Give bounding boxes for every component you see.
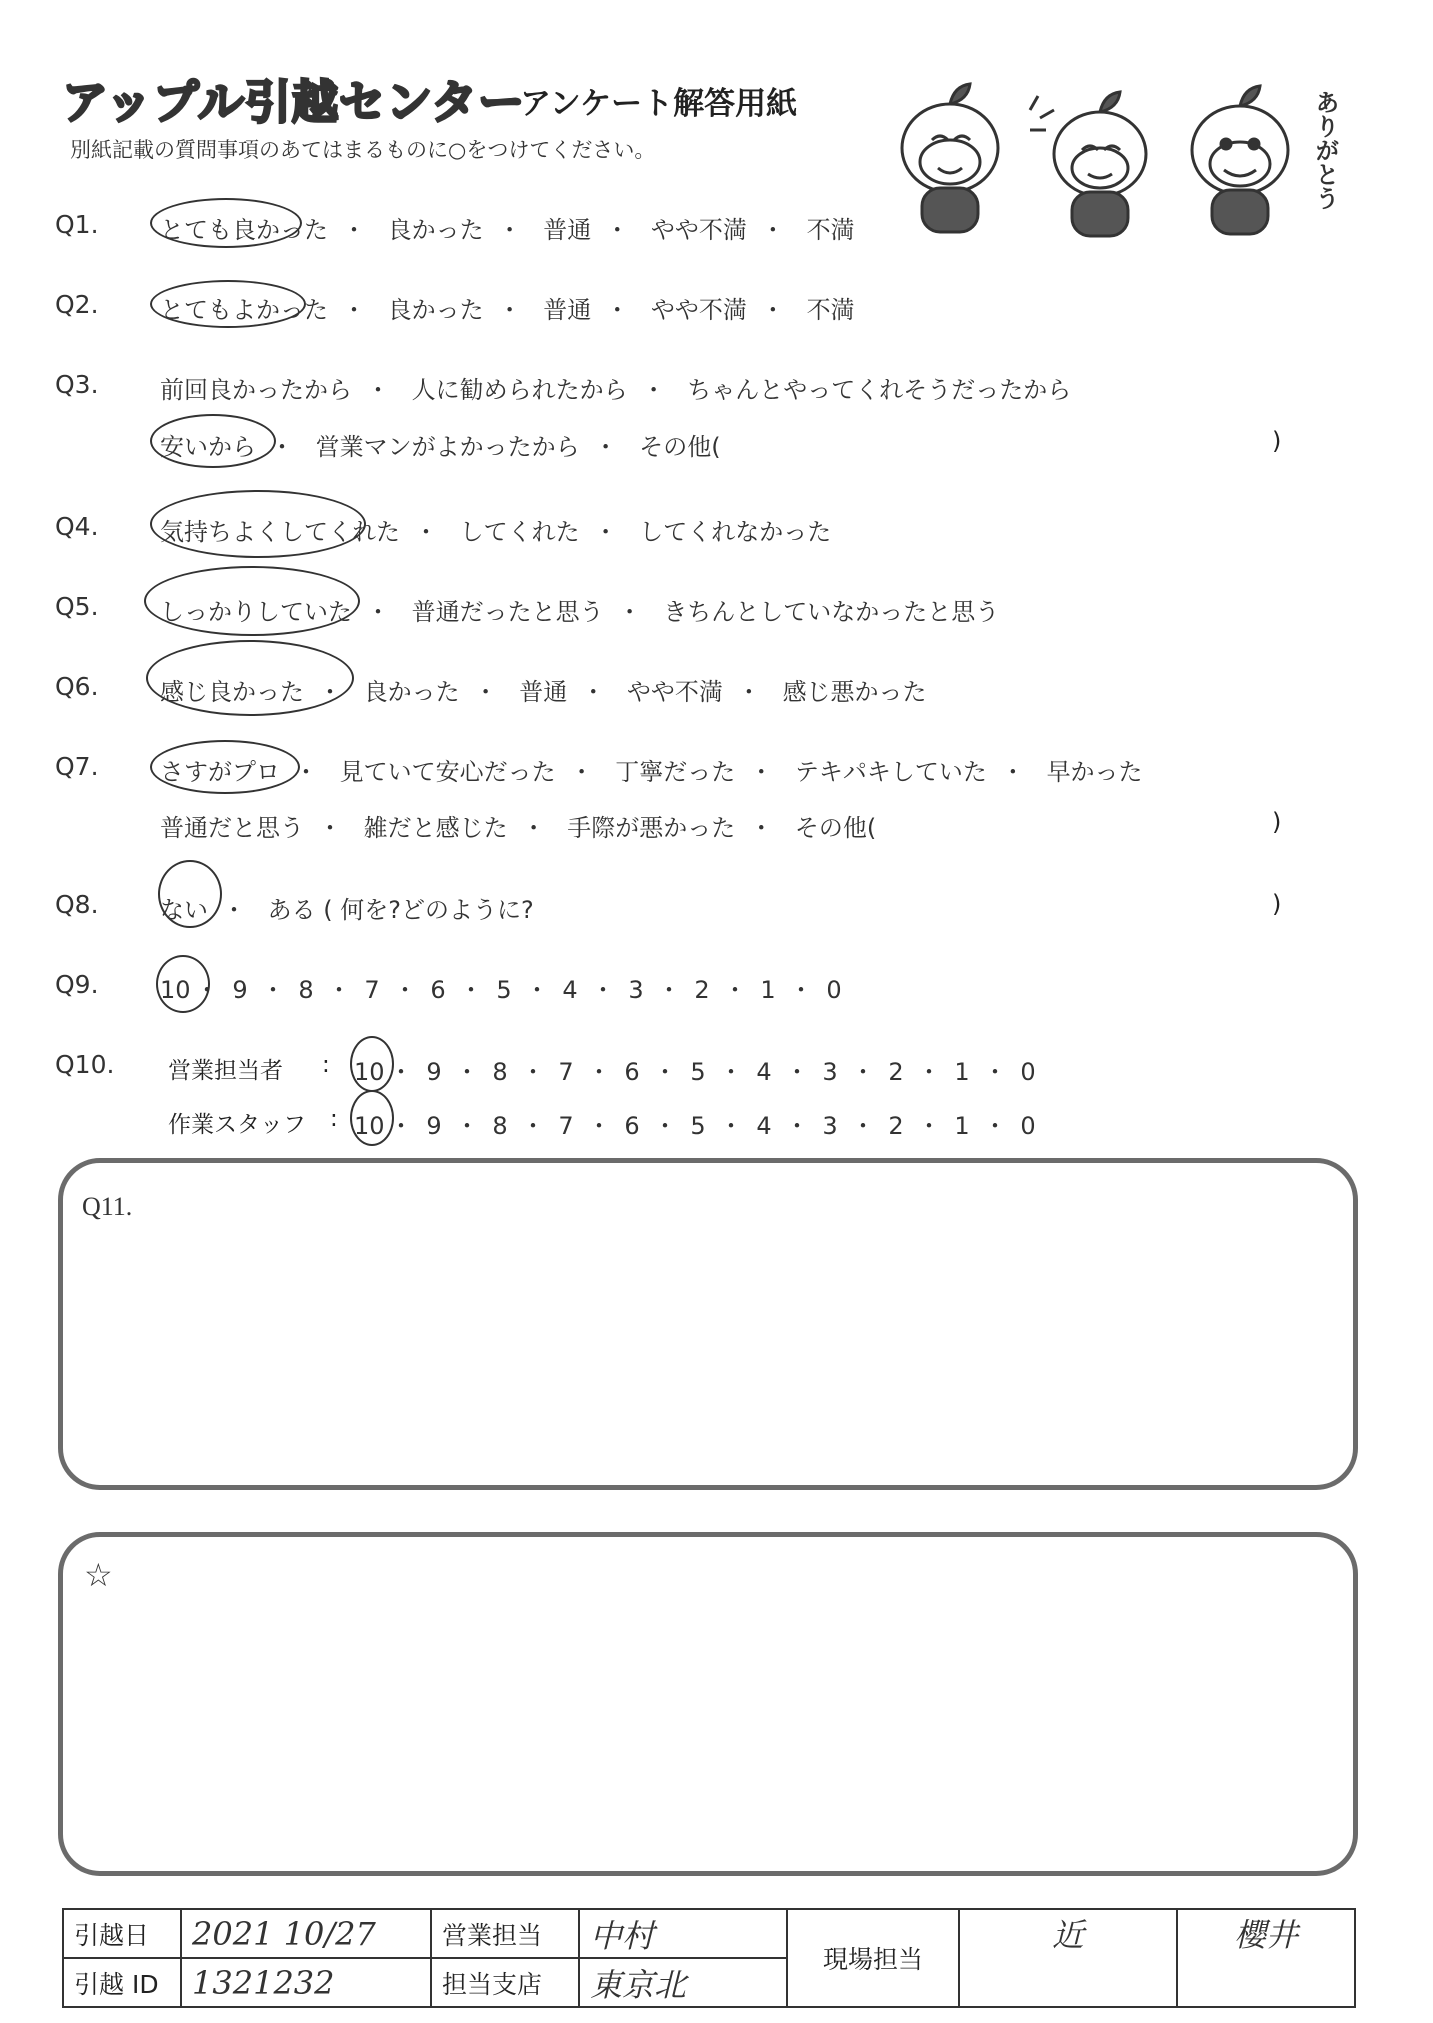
q7-option-3[interactable]: 丁寧だった <box>615 758 736 786</box>
site-value-2[interactable]: 櫻井 <box>1177 1909 1355 2007</box>
move-id-value[interactable]: 1321232 <box>181 1958 431 2007</box>
q4-options: 気持ちよくしてくれた ・ してくれた ・ してくれなかった <box>160 512 831 547</box>
q1-option-1[interactable]: とても良かった <box>160 216 328 244</box>
q10-sales-value-9[interactable]: 9 <box>426 1058 442 1086</box>
q10-sales-separator: ・ <box>455 1058 479 1086</box>
q3-selection-circle <box>150 414 276 468</box>
q4-selection-circle <box>150 490 366 558</box>
q10-sales-value-1[interactable]: 1 <box>954 1058 970 1086</box>
q10-staff-separator: ・ <box>719 1112 743 1140</box>
q10-staff-separator: ・ <box>521 1112 545 1140</box>
q7-option-4[interactable]: テキパキしていた <box>794 758 987 786</box>
mascot-thanks-text: ありがとう <box>1311 90 1339 210</box>
q7-option-2[interactable]: 見ていて安心だった <box>339 758 556 786</box>
q4-number: Q4. <box>55 512 99 541</box>
q9-separator: ・ <box>195 976 219 1004</box>
q10-sales-separator: ・ <box>785 1058 809 1086</box>
q3-option-3[interactable]: ちゃんとやってくれそうだったから <box>687 376 1072 404</box>
q7-option-9[interactable]: その他( <box>794 814 877 842</box>
q3-close-paren: ) <box>1272 427 1282 455</box>
move-date-label: 引越日 <box>63 1909 181 1958</box>
q6-number: Q6. <box>55 672 99 701</box>
q2-option-5[interactable]: 不満 <box>806 296 855 324</box>
q5-option-2[interactable]: 普通だったと思う <box>411 598 604 626</box>
q7-options-line1: さすがプロ ・ 見ていて安心だった ・ 丁寧だった ・ テキパキしていた ・ 早かった <box>160 752 1143 787</box>
instruction-text: 別紙記載の質問事項のあてはまるものに○をつけてください。 <box>70 138 656 162</box>
q9-separator: ・ <box>723 976 747 1004</box>
q10-sales-value-6[interactable]: 6 <box>624 1058 640 1086</box>
q10-sales-scale <box>354 1052 1042 1087</box>
q8-number: Q8. <box>55 890 99 919</box>
q9-number: Q9. <box>55 970 99 999</box>
q10-staff-separator: ・ <box>983 1112 1007 1140</box>
q6-option-1[interactable]: 感じ良かった <box>160 678 304 706</box>
q3-options-line1: 前回良かったから ・ 人に勧められたから ・ ちゃんとやってくれそうだったから <box>160 370 1071 405</box>
q10-sales-separator: ・ <box>389 1058 413 1086</box>
q10-staff-value-6[interactable]: 6 <box>624 1112 640 1140</box>
q9-separator: ・ <box>261 976 285 1004</box>
footer-info-table <box>62 1908 1356 2008</box>
q10-staff-scale <box>354 1106 1042 1141</box>
q10-staff-colon: : <box>330 1106 338 1132</box>
q10-sales-separator: ・ <box>653 1058 677 1086</box>
q10-sales-value-7[interactable]: 7 <box>558 1058 574 1086</box>
q1-selection-circle <box>150 198 302 248</box>
q2-options: とてもよかった ・ 良かった ・ 普通 ・ やや不満 ・ 不満 <box>160 290 855 325</box>
q9-selection-circle <box>156 955 210 1013</box>
q10-sales-label: 営業担当者 <box>168 1058 283 1084</box>
q7-selection-circle <box>150 740 300 794</box>
q10-staff-value-9[interactable]: 9 <box>426 1112 442 1140</box>
q10-staff-separator: ・ <box>851 1112 875 1140</box>
q10-sales-value-8[interactable]: 8 <box>492 1058 508 1086</box>
q8-options: ない ・ ある ( 何を?どのように? <box>160 890 534 925</box>
q9-separator: ・ <box>459 976 483 1004</box>
q10-sales-separator: ・ <box>917 1058 941 1086</box>
q10-staff-separator: ・ <box>455 1112 479 1140</box>
q5-options: しっかりしていた ・ 普通だったと思う ・ きちんとしていなかったと思う <box>160 592 999 627</box>
q11-answer-box[interactable] <box>58 1158 1358 1490</box>
q9-separator: ・ <box>591 976 615 1004</box>
q10-sales-separator: ・ <box>521 1058 545 1086</box>
q1-number: Q1. <box>55 210 99 239</box>
q2-option-1[interactable]: とてもよかった <box>160 296 328 324</box>
q2-option-2[interactable]: 良かった <box>387 296 484 324</box>
q9-value-9[interactable]: 9 <box>232 976 248 1004</box>
q1-option-3[interactable]: 普通 <box>543 216 592 244</box>
q6-option-5[interactable]: 感じ悪かった <box>782 678 927 706</box>
q9-value-10[interactable]: 10 <box>160 976 191 1004</box>
q5-option-3[interactable]: きちんとしていなかったと思う <box>663 598 1000 626</box>
q10-staff-value-0[interactable]: 0 <box>1020 1112 1036 1140</box>
q10-sales-value-10[interactable]: 10 <box>354 1058 385 1086</box>
q9-separator: ・ <box>525 976 549 1004</box>
q9-separator: ・ <box>393 976 417 1004</box>
q10-staff-separator: ・ <box>917 1112 941 1140</box>
q7-option-8[interactable]: 手際が悪かった <box>567 814 736 842</box>
q4-option-1[interactable]: 気持ちよくしてくれた <box>160 518 400 546</box>
q10-staff-value-3[interactable]: 3 <box>822 1112 838 1140</box>
q10-sales-colon: : <box>322 1052 330 1078</box>
move-id-label: 引越 ID <box>63 1958 181 2007</box>
q10-sales-value-3[interactable]: 3 <box>822 1058 838 1086</box>
q9-value-4[interactable]: 4 <box>562 976 578 1004</box>
q6-option-4[interactable]: やや不満 <box>626 678 723 706</box>
q7-option-1[interactable]: さすがプロ <box>160 758 280 786</box>
q10-staff-value-8[interactable]: 8 <box>492 1112 508 1140</box>
q10-staff-separator: ・ <box>389 1112 413 1140</box>
q2-selection-circle <box>150 280 306 328</box>
q7-option-7[interactable]: 雑だと感じた <box>363 814 508 842</box>
q6-option-2[interactable]: 良かった <box>363 678 460 706</box>
q10-staff-separator: ・ <box>653 1112 677 1140</box>
q6-options: 感じ良かった ・ 良かった ・ 普通 ・ やや不満 ・ 感じ悪かった <box>160 672 927 707</box>
q3-options-line2: 安いから ・ 営業マンがよかったから ・ その他( <box>160 427 721 462</box>
q10-sales-separator: ・ <box>851 1058 875 1086</box>
q1-option-2[interactable]: 良かった <box>387 216 484 244</box>
q9-scale <box>160 970 848 1005</box>
q8-close-paren: ) <box>1272 890 1282 918</box>
q1-option-5[interactable]: 不満 <box>806 216 855 244</box>
q10-staff-value-10[interactable]: 10 <box>354 1112 385 1140</box>
star-label: ☆ <box>84 1557 113 1593</box>
q8-selection-circle <box>158 860 222 928</box>
q3-option-1[interactable]: 前回良かったから <box>160 376 352 404</box>
q3-option-4[interactable]: 安いから <box>160 433 256 461</box>
move-date-value[interactable]: 2021 10/27 <box>181 1909 431 1958</box>
q7-options-line2: 普通だと思う ・ 雑だと感じた ・ 手際が悪かった ・ その他( <box>160 808 876 843</box>
q5-selection-circle <box>144 566 360 636</box>
q9-value-0[interactable]: 0 <box>826 976 842 1004</box>
q7-option-6[interactable]: 普通だと思う <box>160 814 304 842</box>
q9-value-3[interactable]: 3 <box>628 976 644 1004</box>
q9-separator: ・ <box>657 976 681 1004</box>
q10-sales-value-2[interactable]: 2 <box>888 1058 904 1086</box>
q9-value-7[interactable]: 7 <box>364 976 380 1004</box>
q10-staff-value-2[interactable]: 2 <box>888 1112 904 1140</box>
q9-value-5[interactable]: 5 <box>496 976 512 1004</box>
q10-staff-value-1[interactable]: 1 <box>954 1112 970 1140</box>
q5-option-1[interactable]: しっかりしていた <box>160 598 352 626</box>
q9-separator: ・ <box>327 976 351 1004</box>
q9-value-6[interactable]: 6 <box>430 976 446 1004</box>
q2-option-4[interactable]: やや不満 <box>650 296 747 324</box>
q8-option-1[interactable]: ない <box>160 896 208 924</box>
q10-staff-label: 作業スタッフ <box>168 1112 306 1138</box>
mascot-illustration <box>880 70 1340 250</box>
q10-staff-separator: ・ <box>587 1112 611 1140</box>
q9-value-2[interactable]: 2 <box>694 976 710 1004</box>
q9-separator: ・ <box>789 976 813 1004</box>
site-value-1[interactable]: 近 <box>959 1909 1177 2007</box>
q10-sales-value-0[interactable]: 0 <box>1020 1058 1036 1086</box>
q6-selection-circle <box>146 640 354 716</box>
sales-value[interactable]: 中村 <box>579 1909 787 1958</box>
q1-option-4[interactable]: やや不満 <box>650 216 747 244</box>
q10-sales-separator: ・ <box>719 1058 743 1086</box>
q3-option-2[interactable]: 人に勧められたから <box>411 376 628 404</box>
q6-option-3[interactable]: 普通 <box>519 678 568 706</box>
q3-number: Q3. <box>55 370 99 399</box>
q10-sales-separator: ・ <box>587 1058 611 1086</box>
q10-sales-value-4[interactable]: 4 <box>756 1058 772 1086</box>
q3-option-5[interactable]: 営業マンがよかったから <box>315 433 580 461</box>
q7-close-paren: ) <box>1272 808 1282 836</box>
branch-value[interactable]: 東京北 <box>579 1958 787 2007</box>
q2-number: Q2. <box>55 290 99 319</box>
q10-number: Q10. <box>55 1050 115 1079</box>
q5-number: Q5. <box>55 592 99 621</box>
form-subtitle: アンケート解答用紙 <box>520 86 798 122</box>
q1-options: とても良かった ・ 良かった ・ 普通 ・ やや不満 ・ 不満 <box>160 210 855 245</box>
q9-value-1[interactable]: 1 <box>760 976 776 1004</box>
q10-sales-separator: ・ <box>983 1058 1007 1086</box>
q10-sales-selection-circle <box>350 1036 394 1092</box>
q2-option-3[interactable]: 普通 <box>543 296 592 324</box>
q3-option-6[interactable]: その他( <box>639 433 721 461</box>
q10-staff-value-5[interactable]: 5 <box>690 1112 706 1140</box>
site-label: 現場担当 <box>787 1909 959 2007</box>
q8-option-2[interactable]: ある ( 何を?どのように? <box>267 896 534 924</box>
comment-answer-box[interactable] <box>58 1532 1358 1876</box>
q7-option-5[interactable]: 早かった <box>1046 758 1143 786</box>
q10-staff-value-4[interactable]: 4 <box>756 1112 772 1140</box>
q11-label: Q11. <box>82 1192 133 1221</box>
q9-value-8[interactable]: 8 <box>298 976 314 1004</box>
branch-label: 担当支店 <box>431 1958 579 2007</box>
q10-sales-value-5[interactable]: 5 <box>690 1058 706 1086</box>
q10-staff-selection-circle <box>350 1090 394 1146</box>
brand-title: アップル引越センター <box>62 75 526 129</box>
q4-option-2[interactable]: してくれた <box>459 518 580 546</box>
q10-staff-value-7[interactable]: 7 <box>558 1112 574 1140</box>
sales-label: 営業担当 <box>431 1909 579 1958</box>
q4-option-3[interactable]: してくれなかった <box>639 518 832 546</box>
q7-number: Q7. <box>55 752 99 781</box>
q10-staff-separator: ・ <box>785 1112 809 1140</box>
